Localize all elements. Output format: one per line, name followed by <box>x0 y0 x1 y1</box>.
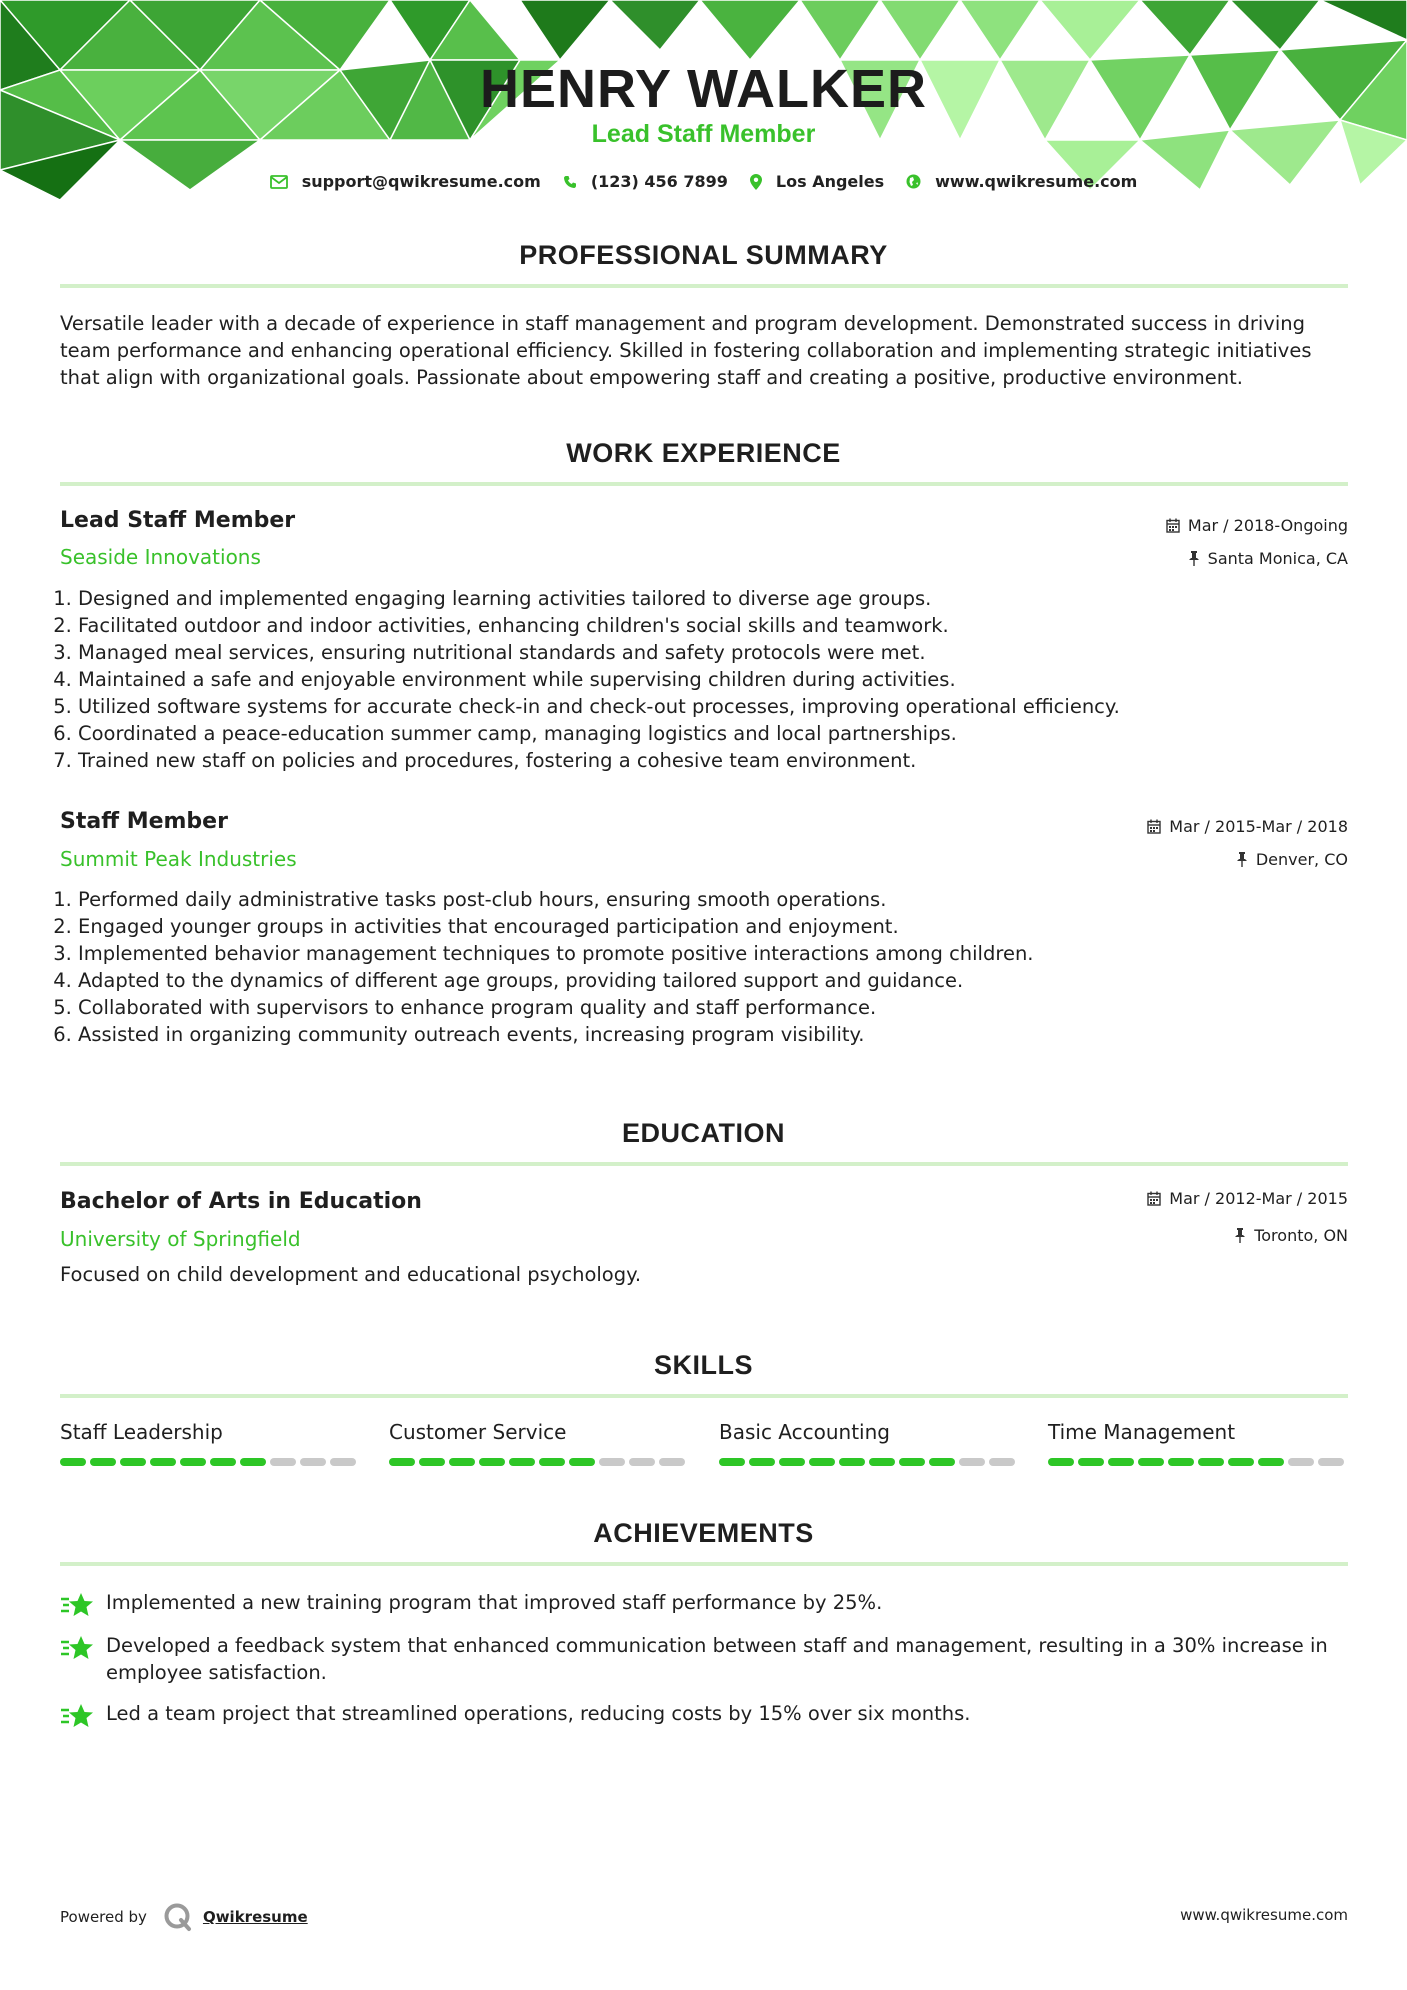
skill-label: Time Management <box>1048 1420 1236 1444</box>
achievement-text: Implemented a new training program that improved staff performance by 25%. <box>106 1591 883 1614</box>
skill-level-bar <box>389 1458 689 1466</box>
job-location <box>1188 549 1348 568</box>
skill-level-segment <box>300 1458 326 1466</box>
job-title: Lead Staff Member <box>60 508 296 533</box>
location-text: Los Angeles <box>775 172 885 191</box>
job-duties-list <box>52 585 1348 774</box>
list-item: 1. Designed and implemented engaging learning activities tailored to diverse age groups. <box>78 585 1348 612</box>
skill-level-segment <box>1048 1458 1074 1466</box>
achievement-item <box>60 1589 1350 1619</box>
list-item: 7. Trained new staff on policies and procedures, fostering a cohesive team environment. <box>78 747 1348 774</box>
skill-level-segment <box>90 1458 116 1466</box>
job-company: Seaside Innovations <box>60 545 261 569</box>
contact-phone[interactable] <box>563 172 728 191</box>
skill-level-segment <box>1228 1458 1254 1466</box>
list-item: 2. Facilitated outdoor and indoor activities, enhancing children's social skills and teamwork. <box>78 612 1348 639</box>
skill-level-segment <box>989 1458 1015 1466</box>
footer-url[interactable]: www.qwikresume.com <box>1180 1906 1348 1924</box>
pin-icon <box>1188 551 1200 566</box>
skill-level-segment <box>60 1458 86 1466</box>
contact-bar <box>0 172 1407 191</box>
experience-heading: WORK EXPERIENCE <box>566 438 841 468</box>
job-title: Staff Member <box>60 809 228 834</box>
skill-level-segment <box>1288 1458 1314 1466</box>
skill-level-segment <box>929 1458 955 1466</box>
education-description: Focused on child development and educational psychology. <box>60 1263 642 1286</box>
globe-icon <box>906 174 921 189</box>
skills-heading: SKILLS <box>653 1350 753 1380</box>
skill-item <box>719 1420 1019 1466</box>
skill-level-segment <box>150 1458 176 1466</box>
map-marker-icon <box>750 174 762 190</box>
skill-level-segment <box>180 1458 206 1466</box>
skill-level-segment <box>120 1458 146 1466</box>
achievement-text: Led a team project that streamlined operations, reducing costs by 15% over six months. <box>106 1702 971 1725</box>
job-location <box>1236 850 1348 869</box>
achievement-item <box>60 1700 1350 1730</box>
education-location <box>1234 1226 1348 1245</box>
list-item: 3. Managed meal services, ensuring nutritional standards and safety protocols were met. <box>78 639 1348 666</box>
list-item: 1. Performed daily administrative tasks post-club hours, ensuring smooth operations. <box>78 886 1348 913</box>
skill-level-segment <box>1318 1458 1344 1466</box>
summary-heading: PROFESSIONAL SUMMARY <box>519 240 888 270</box>
skill-level-segment <box>779 1458 805 1466</box>
job-dates <box>1166 516 1348 535</box>
school-name: University of Springfield <box>60 1227 301 1251</box>
experience-divider <box>60 482 1348 486</box>
skill-label: Basic Accounting <box>719 1420 890 1444</box>
job-dates <box>1147 817 1348 836</box>
list-item: 6. Assisted in organizing community outreach events, increasing program visibility. <box>78 1021 1348 1048</box>
skill-level-segment <box>330 1458 356 1466</box>
skill-level-segment <box>419 1458 445 1466</box>
pin-icon <box>1236 852 1248 867</box>
calendar-icon <box>1166 518 1180 533</box>
skill-item <box>389 1420 689 1466</box>
achievement-item <box>60 1632 1350 1686</box>
education-location-text: Toronto, ON <box>1254 1226 1348 1245</box>
footer-powered-by <box>60 1902 308 1932</box>
list-item: 5. Collaborated with supervisors to enhance program quality and staff performance. <box>78 994 1348 1021</box>
skill-level-bar <box>60 1458 360 1466</box>
skill-level-segment <box>449 1458 475 1466</box>
list-item: 6. Coordinated a peace-education summer camp, managing logistics and local partnerships. <box>78 720 1348 747</box>
education-dates-text: Mar / 2012-Mar / 2015 <box>1169 1189 1348 1208</box>
education-heading: EDUCATION <box>622 1118 785 1148</box>
skill-label: Customer Service <box>389 1420 567 1444</box>
skill-item <box>1048 1420 1348 1466</box>
achievements-divider <box>60 1562 1348 1566</box>
skill-level-segment <box>569 1458 595 1466</box>
skill-level-bar <box>719 1458 1019 1466</box>
skill-level-segment <box>1138 1458 1164 1466</box>
job-location-text: Santa Monica, CA <box>1207 549 1348 568</box>
education-dates <box>1147 1189 1348 1208</box>
skill-level-segment <box>1108 1458 1134 1466</box>
qwikresume-logo-icon <box>163 1902 193 1932</box>
skill-level-segment <box>749 1458 775 1466</box>
qwikresume-link[interactable]: Qwikresume <box>202 1908 308 1926</box>
skill-level-segment <box>1168 1458 1194 1466</box>
skill-label: Staff Leadership <box>60 1420 223 1444</box>
list-item: 4. Maintained a safe and enjoyable environment while supervising children during activities. <box>78 666 1348 693</box>
star-icon <box>60 1591 94 1619</box>
envelope-icon <box>270 175 288 189</box>
skill-level-segment <box>959 1458 985 1466</box>
star-icon <box>60 1702 94 1730</box>
job-duties-list <box>52 886 1348 1048</box>
achievement-text: Developed a feedback system that enhanced communication between staff and management, resulting in a 30% increase in employee satisfaction. <box>106 1634 1328 1684</box>
skill-level-segment <box>389 1458 415 1466</box>
phone-text: (123) 456 7899 <box>590 172 728 191</box>
job-company: Summit Peak Industries <box>60 847 297 871</box>
skill-level-segment <box>719 1458 745 1466</box>
calendar-icon <box>1147 1191 1161 1206</box>
skill-level-segment <box>869 1458 895 1466</box>
job-dates-text: Mar / 2015-Mar / 2018 <box>1169 817 1348 836</box>
list-item: 3. Implemented behavior management techniques to promote positive interactions among children. <box>78 940 1348 967</box>
candidate-name: HENRY WALKER <box>479 59 928 119</box>
skill-level-segment <box>1078 1458 1104 1466</box>
skill-item <box>60 1420 360 1466</box>
education-divider <box>60 1162 1348 1166</box>
skill-level-segment <box>899 1458 925 1466</box>
list-item: 2. Engaged younger groups in activities that encouraged participation and enjoyment. <box>78 913 1348 940</box>
candidate-role: Lead Staff Member <box>591 120 816 148</box>
job-dates-text: Mar / 2018-Ongoing <box>1187 516 1348 535</box>
email-text: support@qwikresume.com <box>301 172 541 191</box>
skills-divider <box>60 1394 1348 1398</box>
pin-icon <box>1234 1228 1246 1243</box>
skill-level-segment <box>210 1458 236 1466</box>
skill-level-bar <box>1048 1458 1348 1466</box>
skill-level-segment <box>839 1458 865 1466</box>
skill-level-segment <box>539 1458 565 1466</box>
website-text: www.qwikresume.com <box>935 172 1138 191</box>
powered-by-label: Powered by <box>60 1908 147 1926</box>
contact-website[interactable] <box>906 172 1137 191</box>
skill-level-segment <box>599 1458 625 1466</box>
skill-level-segment <box>809 1458 835 1466</box>
calendar-icon <box>1147 819 1161 834</box>
degree-title: Bachelor of Arts in Education <box>60 1189 422 1214</box>
skill-level-segment <box>1258 1458 1284 1466</box>
contact-location <box>750 172 884 191</box>
job-location-text: Denver, CO <box>1255 850 1348 869</box>
skill-level-segment <box>1198 1458 1224 1466</box>
list-item: 5. Utilized software systems for accurate check-in and check-out processes, improving operational efficiency. <box>78 693 1348 720</box>
skill-level-segment <box>240 1458 266 1466</box>
skill-level-segment <box>509 1458 535 1466</box>
summary-divider <box>60 284 1348 288</box>
skill-level-segment <box>270 1458 296 1466</box>
star-icon <box>60 1634 94 1662</box>
skill-level-segment <box>629 1458 655 1466</box>
skill-level-segment <box>659 1458 685 1466</box>
achievements-heading: ACHIEVEMENTS <box>593 1518 814 1548</box>
phone-icon <box>563 175 577 189</box>
skill-level-segment <box>479 1458 505 1466</box>
summary-text: Versatile leader with a decade of experience in staff management and program development. Demonstrated success in driving team performance and enhancing operational efficiency. Skilled in fostering collaboration and implementing strategic initiatives that align with organizational goals. Passionate about empowering staff and creating a positive, productive environment. <box>60 312 1312 389</box>
contact-email[interactable] <box>270 172 541 191</box>
list-item: 4. Adapted to the dynamics of different age groups, providing tailored support and guidance. <box>78 967 1348 994</box>
